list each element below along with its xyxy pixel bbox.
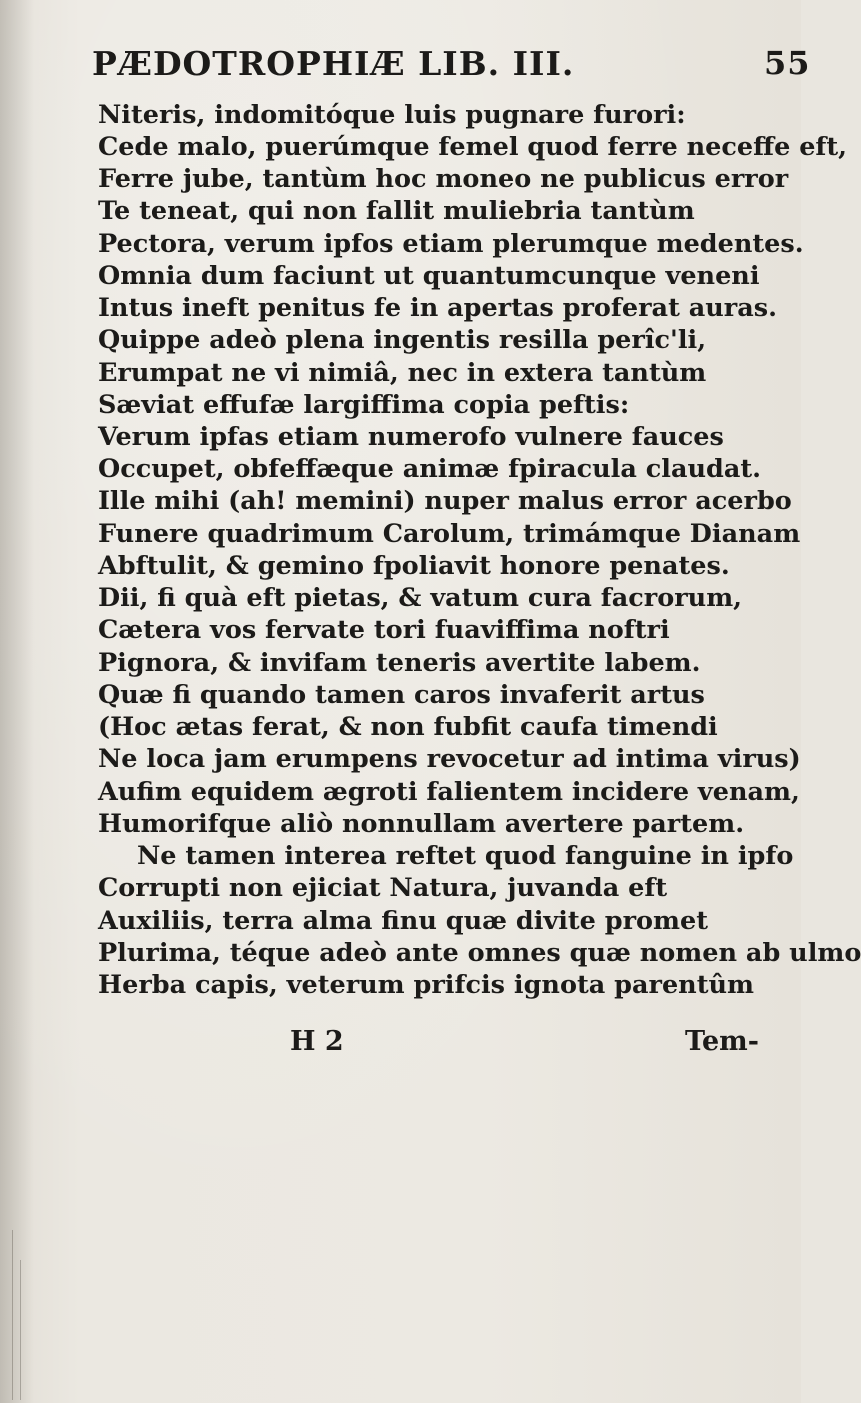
verse-line: Cede malo, puerúmque femel quod ferre neceffe eft,	[98, 132, 848, 162]
verse-line: Quippe adeò plena ingentis resilla perîc'li,	[98, 325, 707, 355]
signature-mark: H 2	[290, 1026, 344, 1057]
running-title: PÆDOTROPHIÆ LIB. III.	[92, 44, 575, 83]
verse-line: Occupet, obfeffæque animæ fpiracula claudat.	[98, 454, 762, 484]
verse-line: Verum ipfas etiam numerofo vulnere fauces	[98, 422, 724, 452]
verse-line: Pectora, verum ipfos etiam plerumque medentes.	[98, 229, 804, 259]
verse-line: Te teneat, qui non fallit muliebria tantùm	[98, 196, 695, 226]
verse-line: Herba capis, veterum prifcis ignota parentûm	[98, 970, 755, 1000]
verse-line: Erumpat ne vi nimiâ, nec in extera tantùm	[98, 358, 707, 388]
verse-line: Intus ineft penitus fe in apertas proferat auras.	[98, 293, 777, 323]
verse-line: Auxiliis, terra alma finu quæ divite promet	[98, 906, 709, 936]
verse-line: Funere quadrimum Carolum, trimámque Dianam	[98, 519, 801, 549]
page-edge-mark	[12, 1230, 13, 1400]
verse-line: Niteris, indomitóque luis pugnare furori:	[98, 100, 686, 130]
verse-line: Dii, fi quà eft pietas, & vatum cura facrorum,	[98, 583, 743, 613]
verse-line: Ne tamen interea reftet quod fanguine in ipfo	[137, 841, 794, 871]
page-edge-mark	[20, 1260, 21, 1400]
verse-line: Ille mihi (ah! memini) nuper malus error acerbo	[98, 486, 792, 516]
verse-line: Abftulit, & gemino fpoliavit honore penates.	[98, 551, 730, 581]
verse-line: Aufim equidem ægroti falientem incidere venam,	[98, 777, 800, 807]
verse-line: Corrupti non ejiciat Natura, juvanda eft	[98, 873, 668, 903]
page-number: 55	[764, 44, 811, 82]
verse-line: Ferre jube, tantùm hoc moneo ne publicus error	[98, 164, 789, 194]
verse-line: (Hoc ætas ferat, & non fubfit caufa timendi	[98, 712, 718, 742]
gutter-shadow	[0, 0, 34, 1403]
verse-line: Sæviat effufæ largiffima copia peftis:	[98, 390, 630, 420]
verse-line: Cætera vos fervate tori fuaviffima noftri	[98, 615, 670, 645]
verse-line: Ne loca jam erumpens revocetur ad intima virus)	[98, 744, 801, 774]
page-footer	[0, 1026, 801, 1066]
verse-line: Omnia dum faciunt ut quantumcunque veneni	[98, 261, 760, 291]
catchword: Tem-	[685, 1026, 759, 1057]
verse-line: Plurima, téque adeò ante omnes quæ nomen ab ulmo	[98, 938, 861, 968]
verse-line: Pignora, & invifam teneris avertite labem.	[98, 648, 701, 678]
verse-line: Humorifque aliò nonnullam avertere partem.	[98, 809, 745, 839]
page-header	[92, 44, 811, 96]
verse-line: Quæ fi quando tamen caros invaferit artus	[98, 680, 705, 710]
